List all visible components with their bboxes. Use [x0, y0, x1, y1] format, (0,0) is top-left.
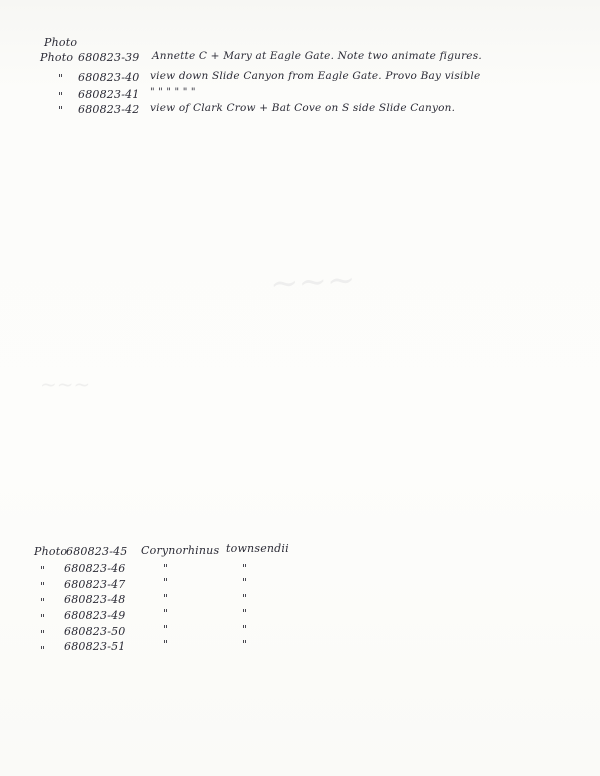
entry-genus: ": [163, 607, 169, 620]
entry-species: ": [242, 623, 248, 636]
entry-prefix: ": [40, 580, 46, 593]
entry-description: view of Clark Crow + Bat Cove on S side Slide Canyon.: [150, 102, 456, 114]
entry-prefix: ": [40, 644, 46, 657]
entry-description: Annette C + Mary at Eagle Gate. Note two animate figures.: [152, 50, 482, 62]
entry-prefix: ": [40, 596, 46, 609]
entry-number: 680823-49: [64, 609, 126, 622]
entry-number: 680823-46: [64, 562, 126, 575]
entry-number: 680823-48: [64, 593, 126, 606]
entry-species: ": [242, 607, 248, 620]
entry-species: ": [242, 638, 248, 651]
entry-number: 680823-47: [64, 578, 126, 591]
entry-number: 680823-40: [78, 71, 140, 84]
entry-prefix: ": [40, 564, 46, 577]
entry-number: 680823-45: [66, 545, 128, 558]
entry-prefix: ": [40, 628, 46, 641]
entry-species: ": [242, 592, 248, 605]
entry-prefix: ": [58, 72, 64, 85]
entry-genus: ": [163, 562, 169, 575]
entry-number: 680823-42: [78, 103, 140, 116]
entry-genus: Corynorhinus: [141, 544, 220, 557]
entry-number: 680823-50: [64, 625, 126, 638]
entry-species: ": [242, 562, 248, 575]
entry-prefix: ": [58, 104, 64, 117]
entry-genus: ": [163, 638, 169, 651]
heading-photo: Photo: [44, 36, 78, 49]
entry-prefix: Photo: [40, 51, 74, 64]
entry-prefix: ": [40, 612, 46, 625]
bleed-through-scribble: ~~~: [269, 259, 357, 305]
entry-ditto-marks: " " " " " ": [150, 87, 196, 98]
entry-species: townsendii: [226, 542, 289, 555]
entry-number: 680823-51: [64, 640, 126, 653]
entry-prefix: Photo: [34, 545, 68, 558]
entry-genus: ": [163, 592, 169, 605]
entry-number: 680823-39: [78, 51, 140, 64]
entry-number: 680823-41: [78, 88, 140, 101]
entry-genus: ": [163, 623, 169, 636]
entry-prefix: ": [58, 90, 64, 103]
entry-genus: ": [163, 576, 169, 589]
entry-species: ": [242, 576, 248, 589]
entry-description: view down Slide Canyon from Eagle Gate. Provo Bay visible: [150, 70, 481, 82]
bleed-through-scribble-2: ~~~: [40, 372, 91, 396]
